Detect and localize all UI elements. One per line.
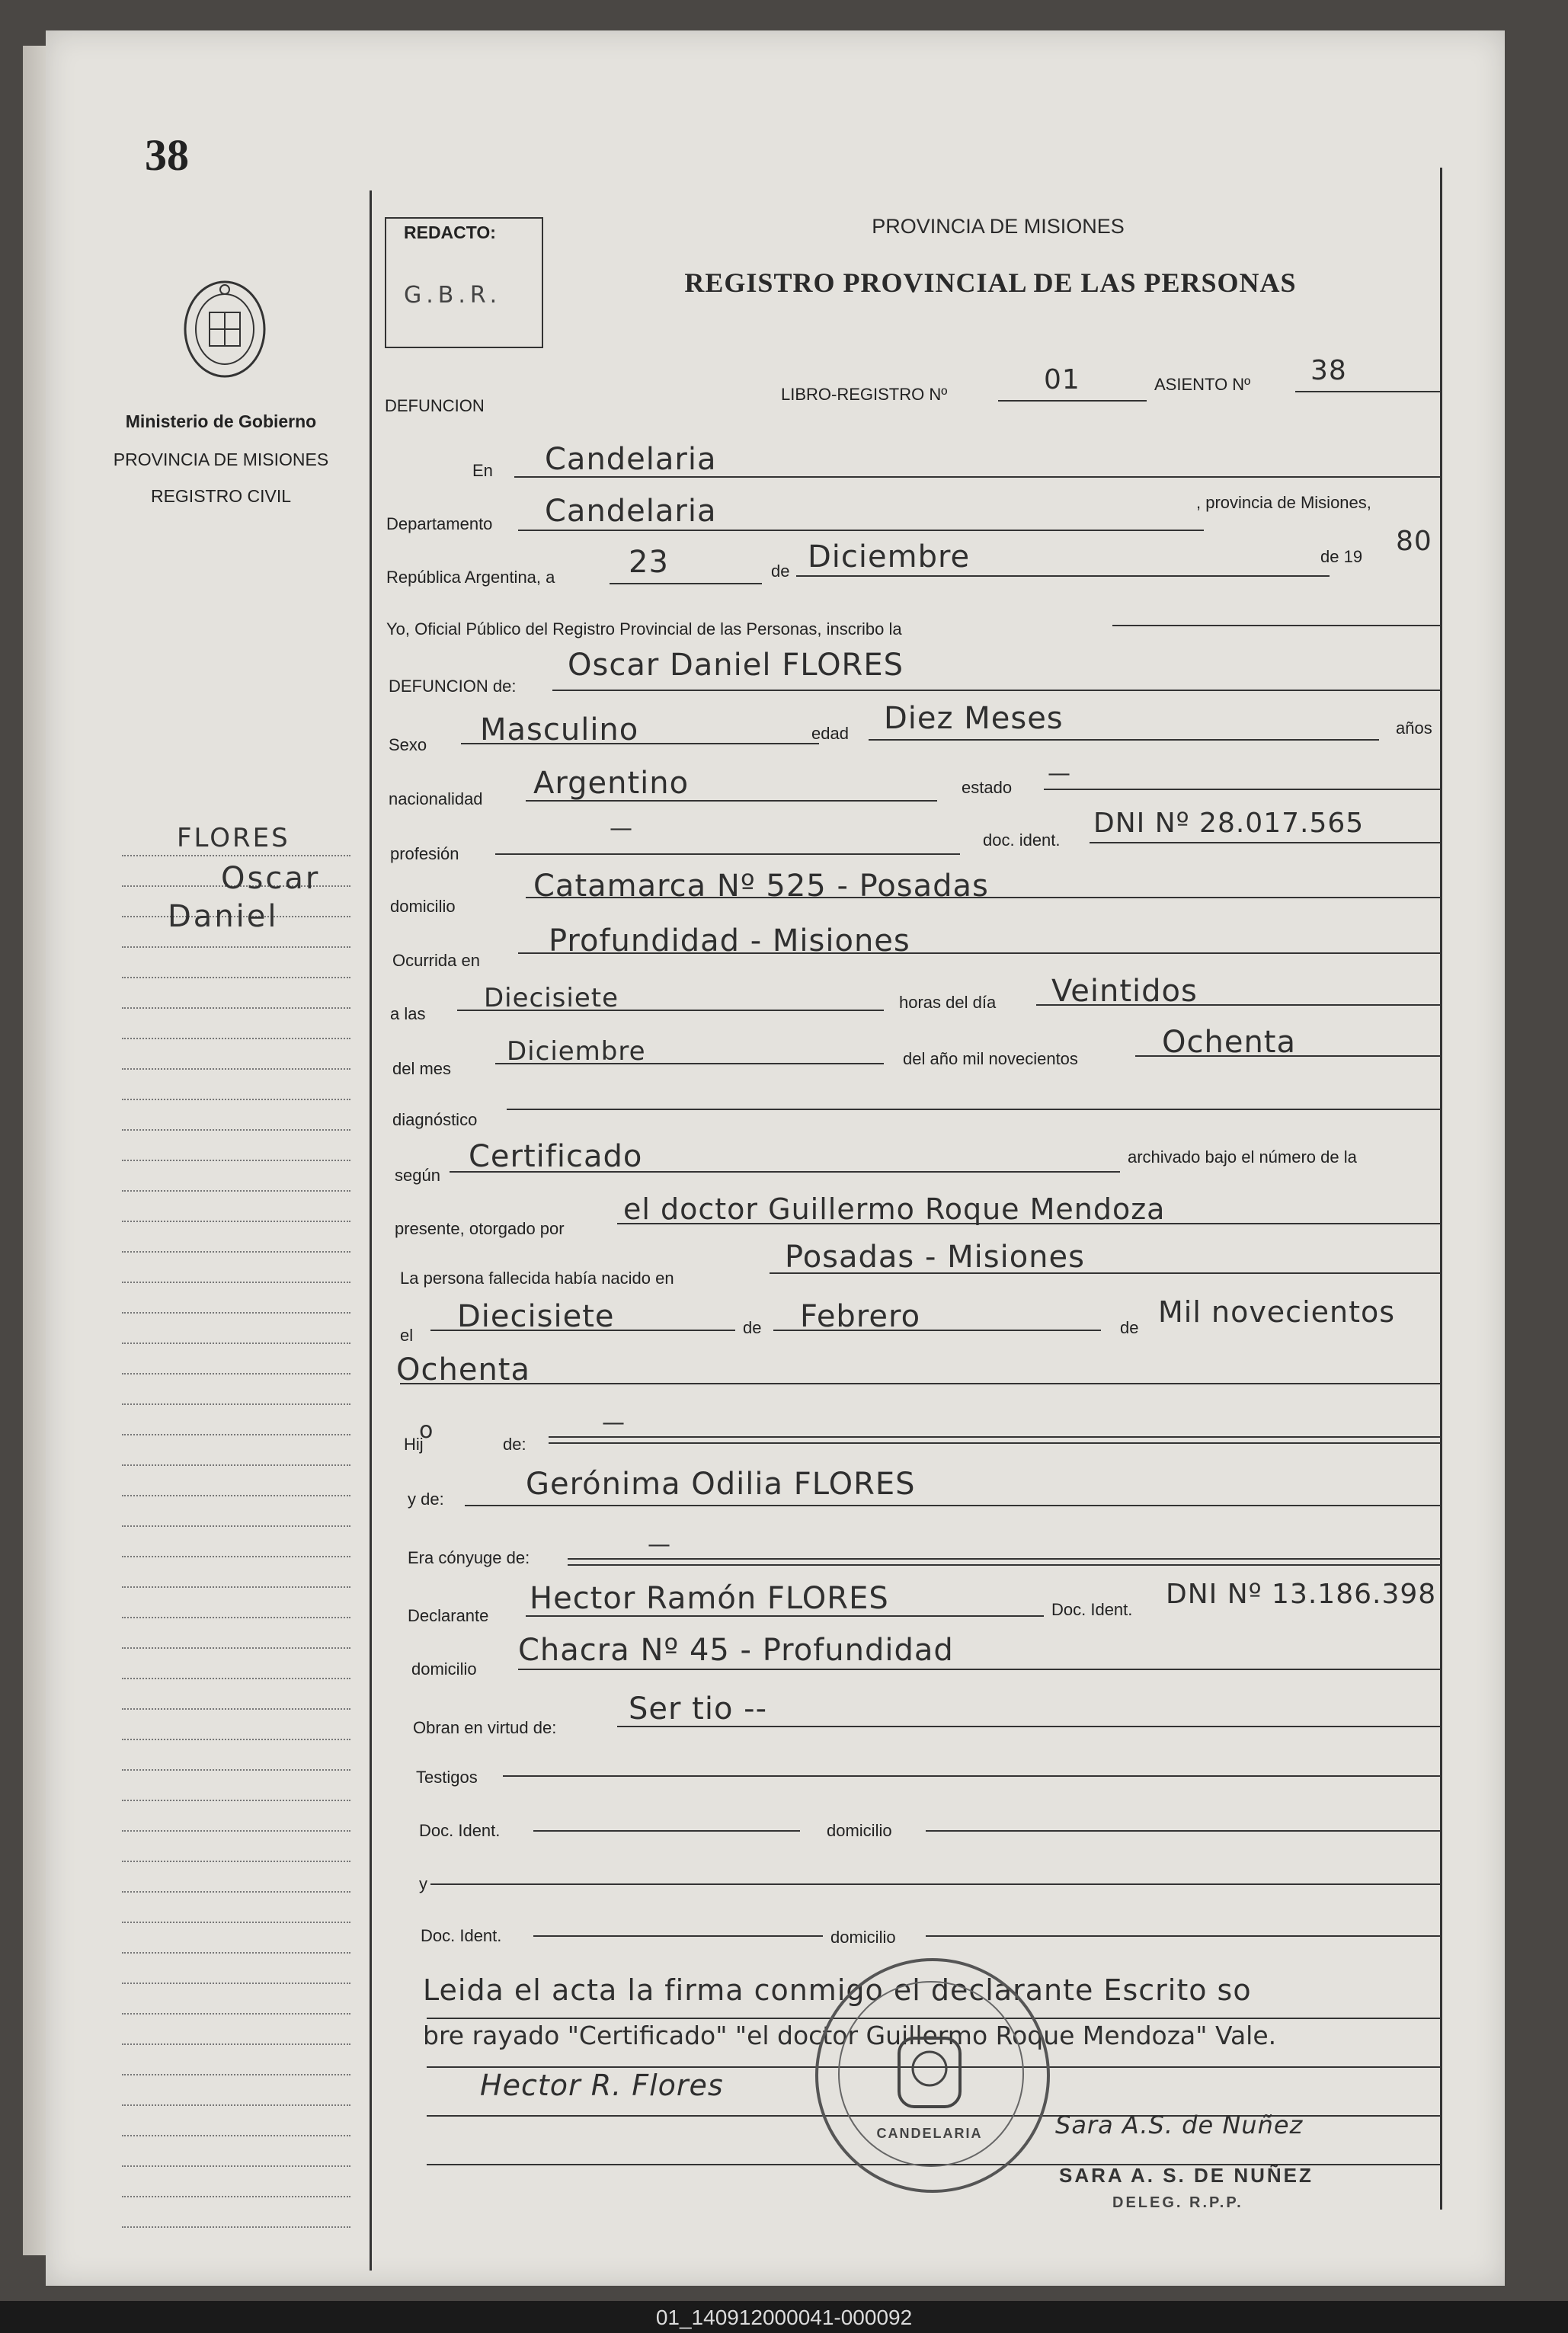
obran-value: Ser tio -- <box>629 1691 768 1727</box>
margin-line <box>122 1158 350 1161</box>
domicilio-1-label: domicilio <box>827 1821 892 1840</box>
official-name: SARA A. S. DE NUÑEZ <box>1059 2164 1314 2187</box>
margin-line <box>122 1219 350 1222</box>
departamento-suffix: , provincia de Misiones, <box>1196 493 1371 512</box>
hijo-de-label: de: <box>503 1435 526 1454</box>
anos-label: años <box>1396 718 1432 738</box>
fill-rule <box>465 1505 1440 1506</box>
redacto-label: REDACTO: <box>404 222 496 242</box>
defuncion-de-label: DEFUNCION de: <box>389 677 517 696</box>
declarante-label: Declarante <box>408 1606 489 1625</box>
page-number: 38 <box>145 130 189 180</box>
fill-rule <box>518 1669 1440 1670</box>
el-value: Diecisiete <box>457 1299 615 1334</box>
nacionalidad-label: nacionalidad <box>389 789 483 808</box>
del-mes-label: del mes <box>392 1059 452 1078</box>
margin-line <box>122 1707 350 1710</box>
doc-ident2-label: Doc. Ident. <box>1051 1600 1133 1619</box>
stamp-text: CANDELARIA <box>876 2126 983 2141</box>
margin-line <box>122 1676 350 1679</box>
fill-rule <box>549 1442 1440 1444</box>
del-ano-label: del año mil novecientos <box>903 1049 1078 1068</box>
province-heading: PROVINCIA DE MISIONES <box>872 215 1125 238</box>
ocurrida-label: Ocurrida en <box>392 951 480 970</box>
profesion-value: — <box>610 815 633 842</box>
margin-line <box>122 1006 350 1009</box>
domicilio2-label: domicilio <box>411 1659 477 1679</box>
hijo-de-value: — <box>602 1410 626 1436</box>
year-value: 80 <box>1396 526 1432 557</box>
nacido-label: La persona fallecida había nacido en <box>400 1269 674 1288</box>
margin-line <box>122 1768 350 1771</box>
declarant-signature: Hector R. Flores <box>480 2069 724 2102</box>
fill-rule <box>568 1558 1440 1560</box>
departamento-label: Departamento <box>386 514 493 533</box>
fill-rule <box>568 1564 1440 1566</box>
departamento-value: Candelaria <box>545 494 717 529</box>
margin-line <box>122 1524 350 1527</box>
asiento-label: ASIENTO Nº <box>1154 375 1251 394</box>
margin-line <box>122 1646 350 1649</box>
de2-label: de <box>743 1318 762 1337</box>
margin-line <box>122 1341 350 1344</box>
year-prefix: de 19 <box>1320 547 1363 566</box>
left-margin-line <box>370 190 372 2271</box>
margin-line <box>122 1951 350 1954</box>
del-ano-value: Ochenta <box>1162 1025 1296 1060</box>
testigos-label: Testigos <box>416 1768 478 1787</box>
margin-line <box>122 1371 350 1375</box>
fill-rule <box>549 1436 1440 1438</box>
fill-rule <box>533 1830 800 1832</box>
margin-name-2: Daniel <box>168 899 279 934</box>
del-mes-value: Diciembre <box>507 1036 646 1067</box>
margin-line <box>122 1036 350 1039</box>
margin-line <box>122 1067 350 1070</box>
margin-line <box>122 2011 350 2015</box>
edad-label: edad <box>811 724 849 743</box>
month-value: Diciembre <box>808 539 971 574</box>
fill-rule <box>869 739 1379 741</box>
asiento-value: 38 <box>1310 355 1347 386</box>
presente-value: el doctor Guillermo Roque Mendoza <box>623 1192 1166 1226</box>
margin-line <box>122 1402 350 1405</box>
y-label: y <box>419 1874 427 1893</box>
official-signature: Sara A.S. de Nuñez <box>1055 2111 1304 2139</box>
doc-ident-label: doc. ident. <box>983 830 1061 850</box>
republica-label: República Argentina, a <box>386 568 555 587</box>
domicilio-value: Catamarca Nº 525 - Posadas <box>533 869 989 904</box>
act-type-label: DEFUNCION <box>385 396 485 415</box>
fill-rule <box>400 1383 1440 1384</box>
day-value: 23 <box>629 545 669 580</box>
a-las-value: Diecisiete <box>484 983 619 1013</box>
fill-rule <box>533 1935 823 1937</box>
coat-of-arms-seal <box>175 274 274 381</box>
fill-rule <box>610 583 762 584</box>
fill-rule <box>552 690 1440 691</box>
margin-line <box>122 1250 350 1253</box>
presente-label: presente, otorgado por <box>395 1219 565 1238</box>
nacionalidad-value: Argentino <box>533 766 690 801</box>
margin-line <box>122 1554 350 1557</box>
official-title: DELEG. R.P.P. <box>1112 2194 1243 2211</box>
ministry-line-3: REGISTRO CIVIL <box>150 486 292 506</box>
estado-label: estado <box>962 778 1013 797</box>
el-label: el <box>400 1326 414 1345</box>
closing-text-2: bre rayado "Certificado" "el doctor Guillermo Roque Mendoza" Vale. <box>423 2021 1277 2050</box>
fill-rule <box>503 1775 1440 1777</box>
ministry-line-1: Ministerio de Gobierno <box>125 411 317 431</box>
doc-ident-value: DNI Nº 28.017.565 <box>1093 808 1365 839</box>
registry-heading: REGISTRO PROVINCIAL DE LAS PERSONAS <box>684 267 1297 298</box>
margin-line <box>122 1463 350 1466</box>
fill-rule <box>926 1830 1440 1832</box>
fill-rule <box>926 1935 1440 1937</box>
margin-line <box>122 2133 350 2136</box>
asiento-rule <box>1295 391 1440 392</box>
ocurrida-value: Profundidad - Misiones <box>549 923 910 958</box>
margin-line <box>122 2072 350 2075</box>
margin-line <box>122 945 350 948</box>
margin-line <box>122 975 350 978</box>
mil-value: Mil novecientos <box>1158 1295 1396 1329</box>
febrero-value: Febrero <box>800 1299 921 1334</box>
margin-name-1: Oscar <box>221 861 321 896</box>
margin-line <box>122 1280 350 1283</box>
fill-rule <box>1112 625 1440 626</box>
domicilio-label: domicilio <box>390 897 456 916</box>
fill-rule <box>796 575 1330 577</box>
hijo-label: Hij <box>404 1435 424 1454</box>
conyuge-label: Era cónyuge de: <box>408 1548 530 1567</box>
ochenta-value: Ochenta <box>396 1352 530 1387</box>
closing-text-1: Leida el acta la firma conmigo el declarante Escrito so <box>423 1973 1252 2007</box>
margin-line <box>122 2225 350 2228</box>
oficial-text: Yo, Oficial Público del Registro Provincial de las Personas, inscribo la <box>386 619 902 638</box>
y-de-value: Gerónima Odilia FLORES <box>526 1467 916 1502</box>
margin-surname: FLORES <box>177 823 290 853</box>
footer-bar <box>0 2301 1568 2333</box>
conyuge-value: — <box>648 1531 671 1558</box>
margin-line <box>122 1128 350 1131</box>
margin-line <box>122 1890 350 1893</box>
libro-rule <box>998 400 1147 402</box>
doc-ident2-value: DNI Nº 13.186.398 <box>1166 1579 1437 1610</box>
declarante-value: Hector Ramón FLORES <box>530 1581 889 1616</box>
a-las-label: a las <box>390 1004 426 1023</box>
right-margin-line <box>1440 168 1442 2210</box>
margin-line <box>122 1829 350 1832</box>
fill-rule <box>1044 789 1440 790</box>
diagnostico-label: diagnóstico <box>392 1110 478 1129</box>
fill-rule <box>495 853 960 855</box>
defuncion-de-value: Oscar Daniel FLORES <box>568 648 904 683</box>
doc-ident-1-label: Doc. Ident. <box>419 1821 501 1840</box>
de-label: de <box>771 562 790 581</box>
margin-line <box>122 2164 350 2167</box>
margin-line <box>122 1432 350 1435</box>
redacto-value: G.B.R. <box>404 282 502 309</box>
sexo-value: Masculino <box>480 712 639 747</box>
obran-label: Obran en virtud de: <box>413 1718 557 1737</box>
margin-line <box>122 2194 350 2197</box>
fill-rule <box>507 1109 1440 1110</box>
horas-label: horas del día <box>899 993 997 1012</box>
margin-line <box>122 1798 350 1801</box>
fill-rule <box>1090 842 1440 843</box>
margin-line <box>122 1189 350 1192</box>
en-value: Candelaria <box>545 442 717 477</box>
de3-label: de <box>1120 1318 1139 1337</box>
ministry-line-2: PROVINCIA DE MISIONES <box>113 450 329 469</box>
segun-value: Certificado <box>469 1139 643 1174</box>
segun-label: según <box>395 1166 440 1185</box>
margin-line <box>122 853 350 856</box>
margin-line <box>122 1859 350 1862</box>
sexo-label: Sexo <box>389 735 427 754</box>
en-label: En <box>472 461 493 480</box>
margin-line <box>122 1981 350 1984</box>
fill-rule <box>518 530 1204 531</box>
margin-line <box>122 1097 350 1100</box>
domicilio-2-label: domicilio <box>830 1928 896 1947</box>
margin-line <box>122 2042 350 2045</box>
footer-id: 01_140912000041-000092 <box>655 2306 913 2329</box>
margin-line <box>122 1737 350 1740</box>
margin-line <box>122 1311 350 1314</box>
doc-ident-2-label: Doc. Ident. <box>421 1926 502 1945</box>
libro-label: LIBRO-REGISTRO Nº <box>781 385 948 404</box>
margin-line <box>122 1493 350 1496</box>
horas-value: Veintidos <box>1051 974 1198 1009</box>
margin-line <box>122 1920 350 1923</box>
domicilio2-value: Chacra Nº 45 - Profundidad <box>518 1633 954 1668</box>
archivado-label: archivado bajo el número de la <box>1128 1147 1357 1166</box>
libro-value: 01 <box>1044 364 1080 395</box>
estado-value: — <box>1048 760 1071 787</box>
margin-line <box>122 1615 350 1618</box>
y-de-label: y de: <box>408 1490 444 1509</box>
margin-line <box>122 1585 350 1588</box>
profesion-label: profesión <box>390 844 459 863</box>
hijo-suffix: o <box>419 1417 434 1444</box>
nacido-value: Posadas - Misiones <box>785 1240 1085 1275</box>
stamp-emblem <box>888 2031 971 2114</box>
edad-value: Diez Meses <box>884 701 1064 736</box>
fill-rule <box>430 1883 1440 1885</box>
margin-line <box>122 2103 350 2106</box>
